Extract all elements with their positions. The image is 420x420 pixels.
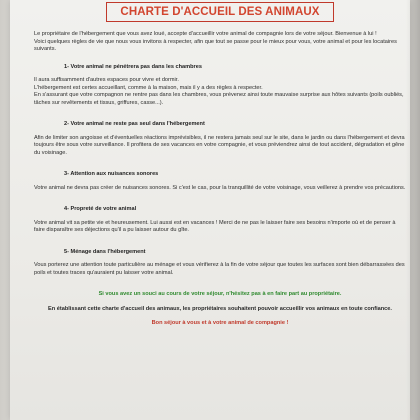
section-1-line-3: En s'assurant que votre compagnon ne rentre pas dans les chambres, vous prévenez ainsi toute mauvaise surprise aux hôtes suivants (poils oubliés, tâches sur revêtements et tissus, griffures, casse...). [34, 92, 404, 106]
section-2-heading: 2- Votre animal ne reste pas seul dans l'hébergement [64, 121, 205, 127]
section-1-line-1: Il aura suffisamment d'autres espaces pour vivre et dormir. [34, 77, 179, 83]
section-4-body: Votre animal vit sa petite vie et heureusement. Lui aussi est en vacances ! Merci de ne pas le laisser faire ses besoins n'importe où et de penser à faire disparaître ses déjections qu'il a pu laisser autour du gîte. [34, 219, 396, 233]
section-1-heading: 1- Votre animal ne pénétrera pas dans les chambres [64, 63, 202, 70]
section-5-heading: 5- Ménage dans l'hébergement [64, 248, 146, 255]
footer-charter-line: En établissant cette charte d'accueil des animaux, les propriétaires souhaitent pouvoir accueillir vos animaux en toute confiance. [48, 305, 392, 312]
footer-contact-line: Si vous avez un souci au cours de votre séjour, n'hésitez pas à en faire part au propriétaire. [98, 291, 342, 297]
edge-shadow [406, 0, 420, 420]
intro-line-2: Voici quelques règles de vie que nous vous invitons à respecter, afin que tout se passe pour le mieux pour vous, votre animal et pour les locataires suivants. [34, 38, 397, 52]
section-1-body [34, 77, 406, 107]
document-title: CHARTE D'ACCUEIL DES ANIMAUX [120, 6, 320, 18]
document-sheet [10, 0, 410, 420]
section-4-heading: 4- Propreté de votre animal [64, 206, 137, 212]
intro-line-1: Le propriétaire de l'hébergement que vous avez loué, accepte d'accueillir votre animal de compagnie lors de votre séjour. Bienvenue à lui ! [34, 31, 377, 37]
footer [34, 291, 406, 328]
intro-paragraph [34, 31, 406, 54]
footer-wish-line: Bon séjour à vous et à votre animal de compagnie ! [151, 320, 289, 326]
document-content [34, 31, 406, 328]
title-box [106, 2, 334, 22]
section-3-heading: 3- Attention aux nuisances sonores [64, 171, 159, 177]
section-5-body: Vous porterez une attention toute particulière au ménage et vous vérifierez à la fin de votre séjour que toutes les surfaces sont bien débarrassées des poils et toutes traces qu'auraient pu laisser votre animal. [34, 262, 405, 276]
section-1-line-2: L'hébergement est certes accueillant, comme à la maison, mais il y a des règles à respecter. [34, 84, 263, 91]
section-3-body: Votre animal ne devra pas créer de nuisances sonores. Si c'est le cas, pour la tranquillité de votre voisinage, vous veillerez à prendre vos précautions. [34, 184, 406, 191]
section-2-body: Afin de limiter son angoisse et d'éventuelles réactions imprévisibles, il ne restera jamais seul sur le site, dans le jardin ou dans l'hébergement et devra toujours être sous votre surveillance. Il profitera de ses vacances en votre compagnie, et vous préviendrez ainsi de tout accident, dégradation et gêne du voisinage. [34, 134, 405, 156]
